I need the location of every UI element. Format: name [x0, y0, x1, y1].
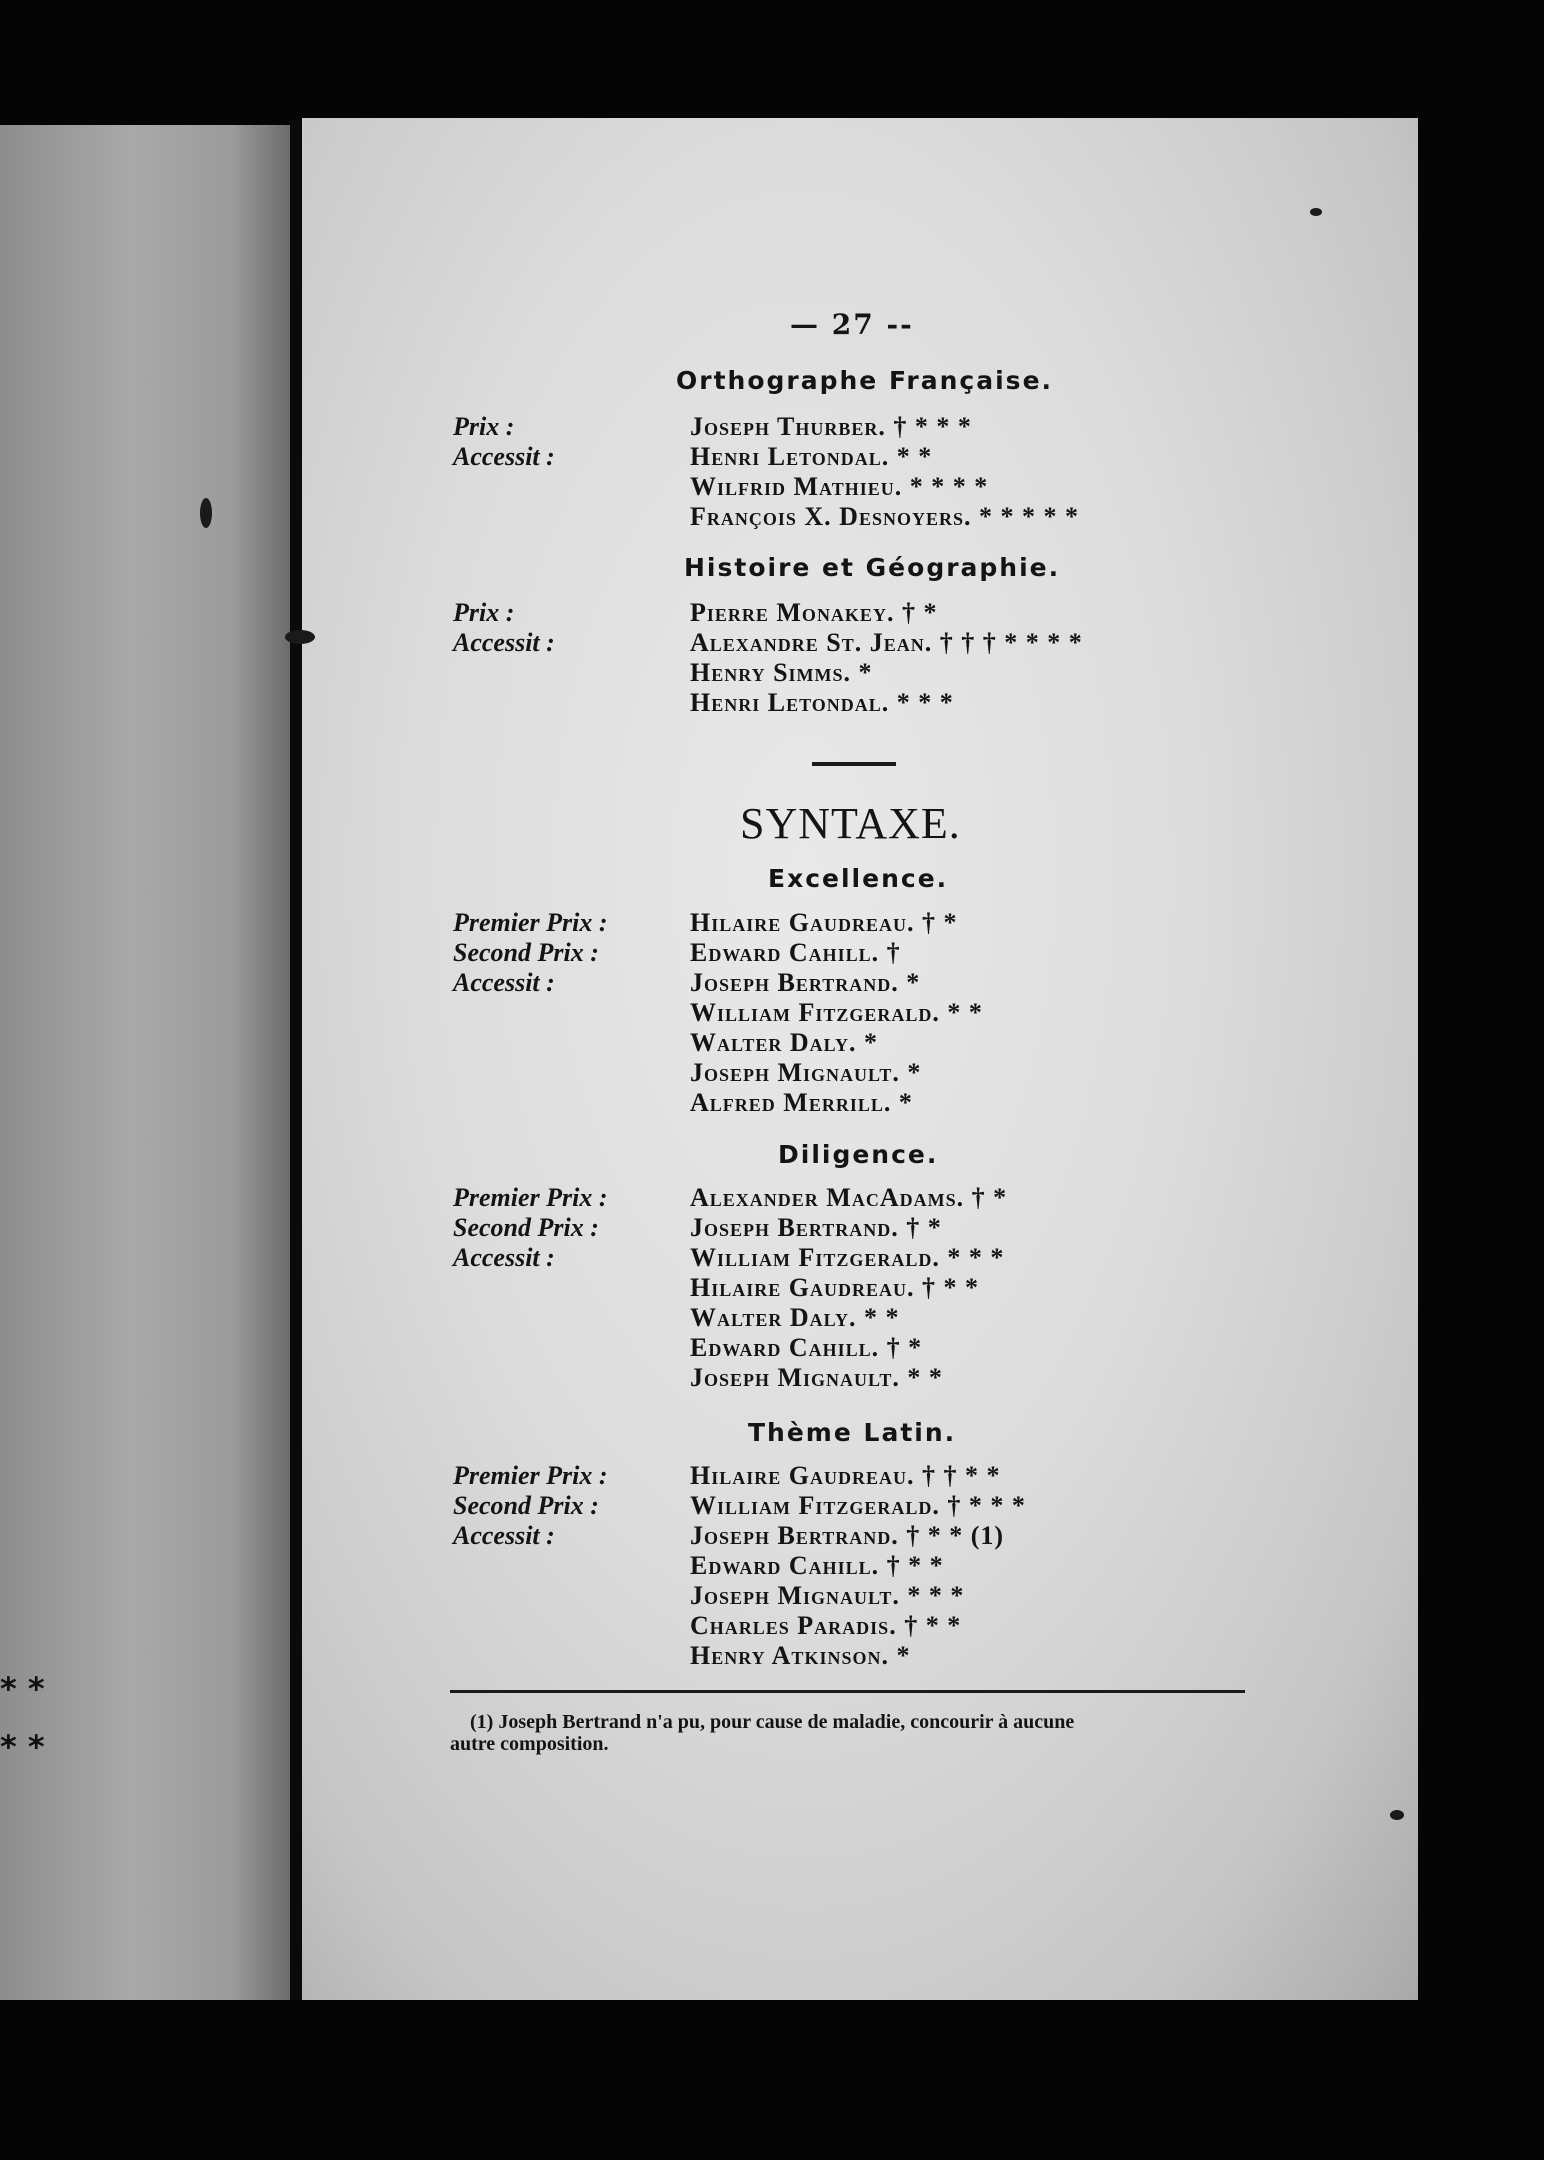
laureate-name: Walter Daly. *	[690, 1028, 878, 1057]
prize-label: Premier Prix :	[453, 1461, 608, 1490]
laureate-name: Hilaire Gaudreau. † *	[690, 908, 958, 937]
section-heading: Diligence.	[778, 1140, 939, 1169]
footnote-line: (1) Joseph Bertrand n'a pu, pour cause de maladie, concourir à aucune	[470, 1711, 1075, 1733]
left-page-text-fragment: * *	[0, 1728, 45, 1766]
laureate-name: Joseph Mignault. * *	[690, 1363, 943, 1392]
laureate-name: Alfred Merrill. *	[690, 1088, 913, 1117]
scan-speck	[1310, 208, 1322, 216]
laureate-name: Edward Cahill. † * *	[690, 1551, 944, 1580]
prize-label: Accessit :	[453, 1243, 555, 1272]
laureate-name: Alexandre St. Jean. † † † * * * *	[690, 628, 1083, 657]
scan-speck	[200, 498, 212, 528]
footnote-line: autre composition.	[450, 1733, 609, 1755]
laureate-name: François X. Desnoyers. * * * * *	[690, 502, 1079, 531]
page-number: — 27 --	[790, 308, 914, 341]
scan-speck	[1390, 1810, 1404, 1820]
class-heading: SYNTAXE.	[740, 799, 961, 848]
scan-speck	[285, 630, 315, 644]
prize-label: Accessit :	[453, 1521, 555, 1550]
footnote-rule	[450, 1690, 1245, 1693]
laureate-name: Henry Simms. *	[690, 658, 873, 687]
footnote	[450, 1711, 1250, 1755]
laureate-name: Joseph Bertrand. † *	[690, 1213, 942, 1242]
prize-label: Prix :	[453, 412, 515, 441]
laureate-name: Joseph Bertrand. † * * (1)	[690, 1521, 1005, 1550]
prize-label: Prix :	[453, 598, 515, 627]
section-heading: Thème Latin.	[748, 1418, 957, 1447]
laureate-name: William Fitzgerald. † * * *	[690, 1491, 1026, 1520]
prize-label: Accessit :	[453, 628, 555, 657]
prize-label: Premier Prix :	[453, 908, 608, 937]
prize-label: Second Prix :	[453, 938, 599, 967]
left-page-text-fragment: * *	[0, 1670, 45, 1708]
laureate-name: William Fitzgerald. * *	[690, 998, 983, 1027]
laureate-name: Alexander MacAdams. † *	[690, 1183, 1008, 1212]
laureate-name: Joseph Mignault. * * *	[690, 1581, 965, 1610]
laureate-name: Edward Cahill. †	[690, 938, 901, 967]
laureate-name: Charles Paradis. † * *	[690, 1611, 962, 1640]
laureate-name: Joseph Mignault. *	[690, 1058, 922, 1087]
laureate-name: Edward Cahill. † *	[690, 1333, 923, 1362]
laureate-name: Henri Letondal. * *	[690, 442, 933, 471]
laureate-name: Hilaire Gaudreau. † † * *	[690, 1461, 1001, 1490]
laureate-name: Walter Daly. * *	[690, 1303, 900, 1332]
section-heading: Excellence.	[768, 864, 949, 893]
prize-label: Accessit :	[453, 968, 555, 997]
laureate-name: Henri Letondal. * * *	[690, 688, 954, 717]
section-heading: Histoire et Géographie.	[684, 553, 1061, 582]
prize-label: Second Prix :	[453, 1491, 599, 1520]
section-divider	[812, 762, 896, 766]
prize-label: Second Prix :	[453, 1213, 599, 1242]
laureate-name: Joseph Bertrand. *	[690, 968, 921, 997]
laureate-name: Pierre Monakey. † *	[690, 598, 938, 627]
laureate-name: William Fitzgerald. * * *	[690, 1243, 1005, 1272]
laureate-name: Hilaire Gaudreau. † * *	[690, 1273, 979, 1302]
laureate-name: Henry Atkinson. *	[690, 1641, 911, 1670]
prize-label: Accessit :	[453, 442, 555, 471]
section-heading: Orthographe Française.	[676, 366, 1054, 395]
prize-label: Premier Prix :	[453, 1183, 608, 1212]
laureate-name: Wilfrid Mathieu. * * * *	[690, 472, 989, 501]
laureate-name: Joseph Thurber. † * * *	[690, 412, 972, 441]
